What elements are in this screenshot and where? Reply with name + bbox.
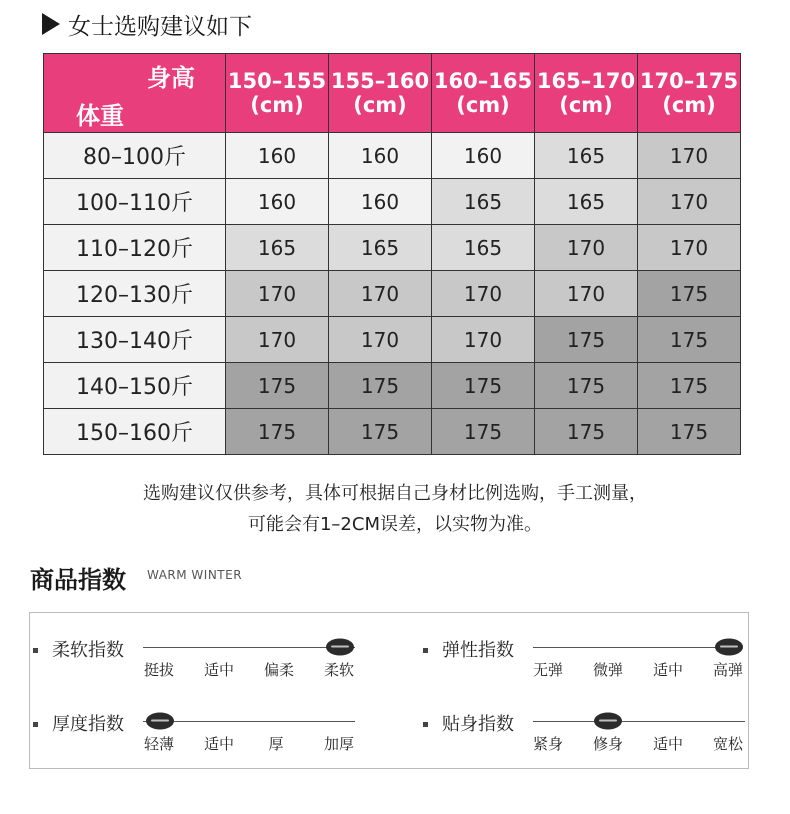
table-cell: 160 (329, 179, 432, 225)
scale-label: 适中 (652, 661, 684, 679)
row-weight-label: 110–120斤 (44, 225, 226, 271)
table-cell: 170 (226, 271, 329, 317)
table-cell: 170 (638, 225, 741, 271)
table-header-row (44, 54, 741, 133)
table-cell: 175 (535, 317, 638, 363)
table-cell: 160 (329, 133, 432, 179)
index-scale-line (533, 647, 742, 648)
index-scale-line (533, 721, 745, 722)
note-line-2: 可能会有1–2CM误差，以实物为准。 (247, 514, 542, 535)
table-cell: 175 (432, 363, 535, 409)
table-cell: 165 (535, 133, 638, 179)
table-row (44, 179, 741, 225)
table-cell: 175 (432, 409, 535, 455)
row-weight-label: 150–160斤 (44, 409, 226, 455)
row-weight-label: 140–150斤 (44, 363, 226, 409)
scale-label: 紧身 (532, 735, 564, 753)
scale-label: 轻薄 (143, 735, 175, 753)
section-title: 女士选购建议如下 (68, 13, 252, 40)
table-row (44, 225, 741, 271)
table-cell: 170 (432, 271, 535, 317)
bullet-icon (423, 722, 428, 727)
index-marker-icon (326, 639, 354, 656)
bullet-icon (33, 722, 38, 727)
table-cell: 165 (226, 225, 329, 271)
index-scale-line (143, 721, 355, 722)
size-table (43, 53, 741, 455)
index-softness (33, 636, 373, 680)
table-cell: 175 (638, 317, 741, 363)
section-header (42, 8, 252, 40)
table-cell: 160 (432, 133, 535, 179)
table-cell: 175 (535, 409, 638, 455)
table-cell: 175 (638, 409, 741, 455)
table-cell: 160 (226, 133, 329, 179)
scale-label: 高弹 (712, 661, 744, 679)
column-header: 170–175 (cm) (638, 54, 741, 133)
table-cell: 175 (535, 363, 638, 409)
bullet-icon (423, 648, 428, 653)
scale-label: 微弹 (592, 661, 624, 679)
column-header: 165–170 (cm) (535, 54, 638, 133)
scale-label: 宽松 (712, 735, 744, 753)
table-cell: 170 (432, 317, 535, 363)
product-index-panel (29, 612, 749, 769)
table-cell: 165 (329, 225, 432, 271)
index-marker-icon (594, 713, 622, 730)
table-cell: 170 (638, 179, 741, 225)
table-row (44, 317, 741, 363)
table-cell: 175 (226, 363, 329, 409)
product-index-subtitle: WARM WINTER (147, 568, 243, 582)
scale-label: 修身 (592, 735, 624, 753)
row-weight-label: 120–130斤 (44, 271, 226, 317)
table-corner-cell (44, 54, 226, 133)
table-cell: 170 (226, 317, 329, 363)
index-elasticity (423, 636, 745, 680)
scale-label: 适中 (203, 735, 235, 753)
index-marker-icon (146, 713, 174, 730)
table-cell: 175 (638, 271, 741, 317)
table-cell: 175 (329, 409, 432, 455)
play-triangle-icon (42, 13, 60, 35)
table-cell: 175 (638, 363, 741, 409)
scale-label: 适中 (203, 661, 235, 679)
table-cell: 165 (432, 179, 535, 225)
table-row (44, 363, 741, 409)
index-fit (423, 710, 745, 754)
table-cell: 175 (329, 363, 432, 409)
index-thickness (33, 710, 373, 754)
scale-label: 无弹 (532, 661, 564, 679)
corner-weight-label: 体重 (76, 102, 124, 130)
table-cell: 165 (432, 225, 535, 271)
table-cell: 170 (329, 317, 432, 363)
table-cell: 160 (226, 179, 329, 225)
column-header: 150–155 (cm) (226, 54, 329, 133)
bullet-icon (33, 648, 38, 653)
scale-label: 厚 (268, 735, 284, 753)
scale-label: 柔软 (323, 661, 355, 679)
index-name: 弹性指数 (442, 640, 514, 661)
table-cell: 170 (535, 271, 638, 317)
corner-height-label: 身高 (147, 64, 195, 92)
table-row (44, 133, 741, 179)
table-row (44, 271, 741, 317)
scale-label: 加厚 (323, 735, 355, 753)
row-weight-label: 100–110斤 (44, 179, 226, 225)
row-weight-label: 130–140斤 (44, 317, 226, 363)
row-weight-label: 80–100斤 (44, 133, 226, 179)
table-cell: 175 (226, 409, 329, 455)
column-header: 160–165 (cm) (432, 54, 535, 133)
column-header: 155–160 (cm) (329, 54, 432, 133)
scale-label: 偏柔 (263, 661, 295, 679)
index-name: 贴身指数 (442, 714, 514, 735)
index-name: 厚度指数 (52, 714, 124, 735)
scale-label: 适中 (652, 735, 684, 753)
index-name: 柔软指数 (52, 640, 124, 661)
note-line-1: 选购建议仅供参考，具体可根据自己身材比例选购，手工测量， (143, 483, 647, 504)
index-scale-line (143, 647, 355, 648)
table-cell: 165 (535, 179, 638, 225)
product-index-title: 商品指数 (30, 566, 126, 594)
table-cell: 170 (638, 133, 741, 179)
table-cell: 170 (535, 225, 638, 271)
scale-label: 挺拔 (143, 661, 175, 679)
table-row (44, 409, 741, 455)
index-marker-icon (715, 639, 743, 656)
table-cell: 170 (329, 271, 432, 317)
